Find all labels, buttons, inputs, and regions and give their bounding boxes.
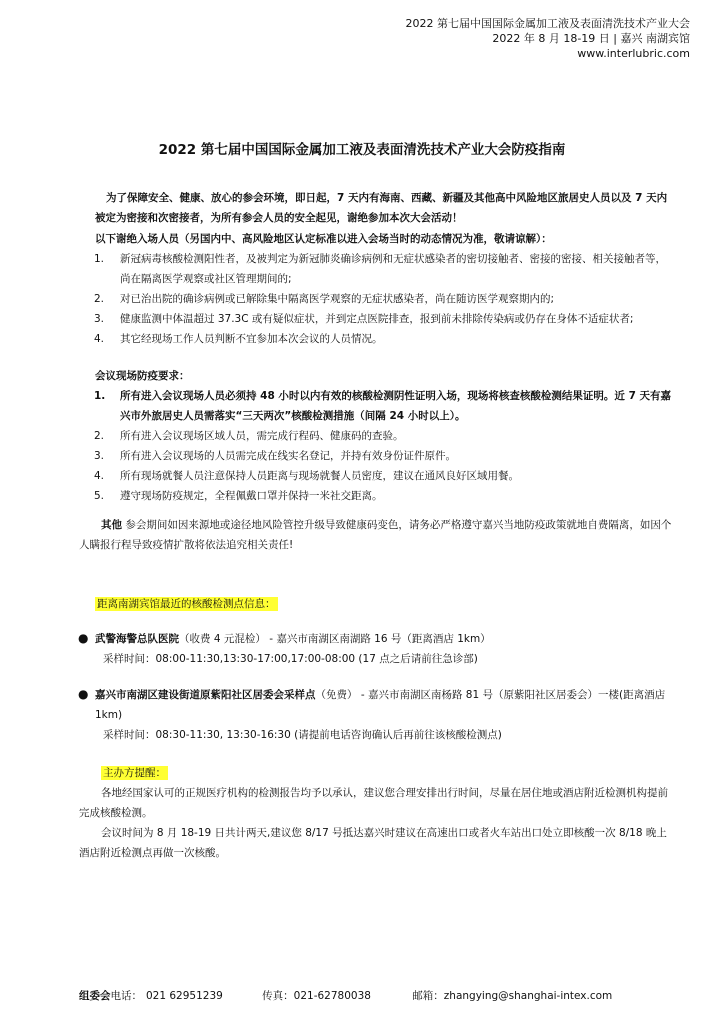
footer-phone: 021 62951239 [146,990,223,1002]
footer-org-label: 组委会 [79,990,111,1002]
intro-paragraph: 为了保障安全、健康、放心的参会环境，即日起，7 天内有海南、西藏、新疆及其他高中风险地区旅居史人员以及 7 天内被定为密接和次密接者，为所有参会人员的安全起见，谢绝参加本次大会活动！ [95,192,668,224]
header-website[interactable]: www.interlubric.com [577,47,690,60]
list-item: 5. 遵守现场防疫规定，全程佩戴口罩并保持一米社交距离。 [94,490,383,502]
page-header [406,16,691,61]
list-item: 3. 所有进入会议现场的人员需完成在线实名登记，并持有效身份证件原件。 [94,450,456,462]
footer-phone-label: 电话： [110,990,142,1002]
document-title: 2022 第七届中国国际金属加工液及表面清洗技术产业大会防疫指南 [158,142,566,158]
header-event-name: 2022 第七届中国国际金属加工液及表面清洗技术产业大会 [405,17,690,30]
site-name: 嘉兴市南湖区建设街道原紫阳社区居委会采样点 [95,689,316,701]
header-event-date: 2022 年 8 月 18-19 日 | 嘉兴 南湖宾馆 [492,32,690,45]
testing-heading: 距离南湖宾馆最近的核酸检测点信息： [97,598,276,610]
other-label: 其他 [101,519,122,531]
other-paragraph [79,515,673,555]
testing-site-1 [95,629,673,669]
site-detail: （收费 4 元混检） - 嘉兴市南湖区南湖路 16 号（距离酒店 1km） [179,633,491,645]
list-item: 4. 其它经现场工作人员判断不宜参加本次会议的人员情况。 [94,333,383,345]
organizer-paragraph-1: 各地经国家认可的正规医疗机构的检测报告均予以承认，建议您合理安排出行时间，尽量在居住地或酒店附近检测机构提前完成核酸检测。 [79,787,668,819]
site-time: 采样时间：08:30-11:30, 13:30-16:30 (请提前电话咨询确认后再前往该核酸检测点) [103,729,502,741]
footer-fax-label: 传真： [262,990,294,1002]
organizer-paragraph-2: 会议时间为 8 月 18-19 日共计两天,建议您 8/17 号抵达嘉兴时建议在高速出口或者火车站出口处立即核酸一次 8/18 晚上酒店附近检测点再做一次核酸。 [79,827,667,859]
exclusion-list [94,249,674,349]
footer-email[interactable]: zhangying@shanghai-intex.com [443,990,613,1002]
list-item: 1. 所有进入会议现场人员必须持 48 小时以内有效的核酸检测阴性证明入场，现场将核查核酸检测结果证明。近 7 天有嘉兴市外旅居史人员需落实“三天两次”核酸检测措施（间隔 24 小时以上）。 [94,390,672,422]
page-footer [79,988,679,1003]
organizer-heading: 主办方提醒： [103,767,166,779]
site-detail: （免费） - 嘉兴市南湖区南杨路 81 号（原紫阳社区居委会）一楼(距离酒店 1km) [95,689,666,721]
list-item: 3. 健康监测中体温超过 37.3C 或有疑似症状，并到定点医院排查，报到前未排除传染病或仍存在身体不适症状者; [94,313,634,325]
footer-email-label: 邮箱： [412,990,444,1002]
requirements-heading: 会议现场防疫要求： [95,370,190,382]
other-text: 参会期间如因来源地或途径地风险管控升级导致健康码变色，请务必严格遵守嘉兴当地防疫政策就地自费隔离，如因个人瞒报行程导致疫情扩散将依法追究相关责任! [79,519,672,551]
site-time: 采样时间：08:00-11:30,13:30-17:00,17:00-08:00 (17 点之后请前往急诊部) [103,653,478,665]
testing-site-2 [95,685,673,745]
exclusion-heading: 以下谢绝入场人员（另国内中、高风险地区认定标准以进入会场当时的动态情况为准，敬请谅解）： [95,233,552,245]
list-item: 2. 对已治出院的确诊病例或已解除集中隔离医学观察的无症状感染者，尚在随访医学观察期内的; [94,293,555,305]
bullet-icon: ● [78,631,89,645]
list-item: 4. 所有现场就餐人员注意保持人员距离与现场就餐人员密度，建议在通风良好区域用餐。 [94,470,519,482]
list-item: 1. 新冠病毒核酸检测阳性者，及被判定为新冠肺炎确诊病例和无症状感染者的密切接触者、密接的密接、相关接触者等，尚在隔离医学观察或社区管理期间的; [94,253,666,285]
requirements-list [94,386,674,506]
site-name: 武警海警总队医院 [95,633,179,645]
bullet-icon: ● [78,687,89,701]
footer-fax: 021-62780038 [293,990,371,1002]
list-item: 2. 所有进入会议现场区域人员，需完成行程码、健康码的查验。 [94,430,404,442]
